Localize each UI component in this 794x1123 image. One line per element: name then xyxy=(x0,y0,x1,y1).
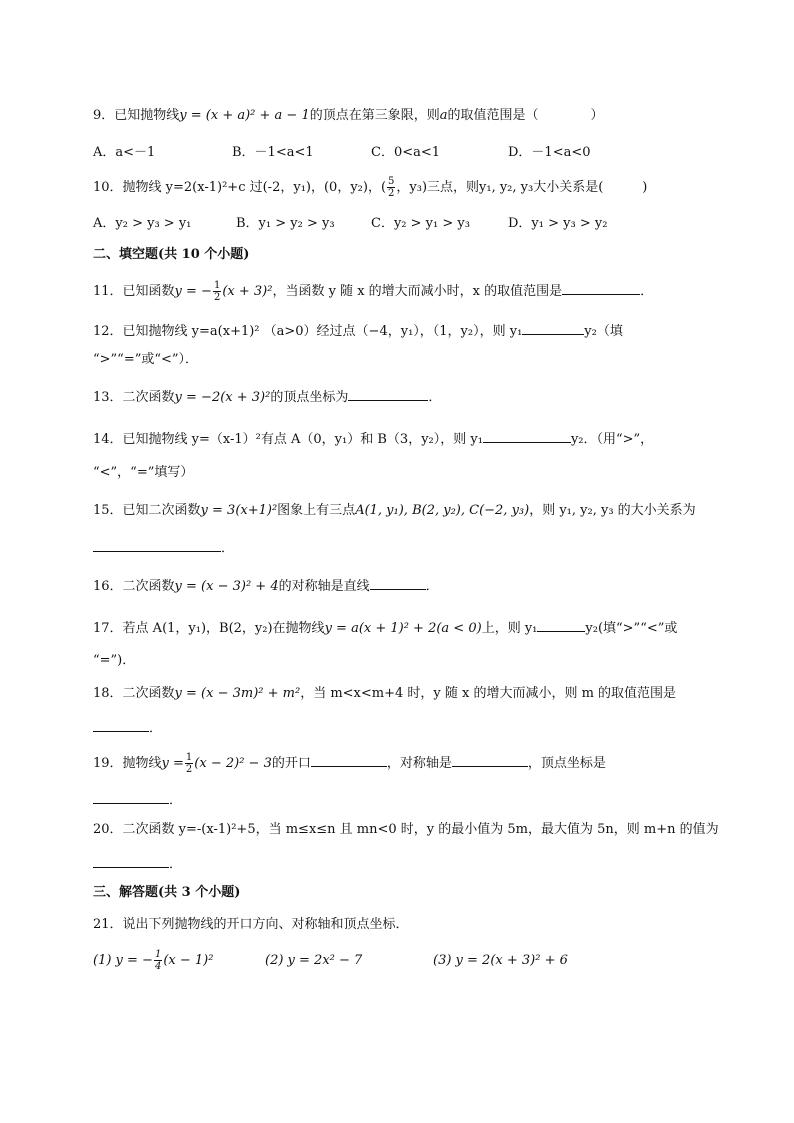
q9-var: a xyxy=(439,108,448,123)
q17-suffix: 上，则 y₁ xyxy=(481,621,538,636)
q11-end: ． xyxy=(640,284,654,299)
q13-end: ． xyxy=(428,390,442,405)
q14-line1: 14．已知抛物线 y=（x-1）²有点 A（0，y₁）和 B（3，y₂），则 y₁ xyxy=(93,432,483,447)
q17-prefix: 17．若点 A(1，y₁)，B(2，y₂)在抛物线 xyxy=(93,621,325,636)
q21-p1-fraction xyxy=(154,949,162,972)
question-10 xyxy=(93,176,647,199)
q10-suffix: ，y₃)三点，则y₁, y₂, y₃大小关系是( ) xyxy=(396,180,648,195)
question-15 xyxy=(93,501,696,521)
q10-prefix: 10．抛物线 y=2(x-1)²+c 过(-2，y₁)，(0，y₂)，( xyxy=(93,180,387,195)
q17-answer-blank[interactable] xyxy=(537,617,585,632)
question-19 xyxy=(93,752,606,775)
q11-suffix: ，当函数 y 随 x 的增大而减小时，x 的取值范围是 xyxy=(272,284,563,299)
question-17-line2: “=”)． xyxy=(93,653,136,668)
q19-formula-a: y = xyxy=(161,756,184,771)
q21-p1-b: (x − 1)² xyxy=(163,953,214,968)
q14-answer-blank[interactable] xyxy=(483,428,571,443)
q11-frac-den: 2 xyxy=(213,292,221,303)
q15-suffix: ，则 y₁, y₂, y₃ 的大小关系为 xyxy=(529,503,696,518)
q13-answer-blank[interactable] xyxy=(348,386,428,401)
question-12-line1 xyxy=(93,320,623,342)
q20-end: ． xyxy=(169,857,183,872)
q15-points: A(1, y₁), B(2, y₂), C(−2, y₃) xyxy=(355,503,530,518)
question-9 xyxy=(93,106,604,126)
q21-part-2: (2) y = 2x² − 7 xyxy=(265,953,363,968)
q15-end: ． xyxy=(221,541,235,556)
section-fill-in-heading: 二、填空题(共 10 个小题) xyxy=(93,247,250,262)
question-21: 21．说出下列抛物线的开口方向、对称轴和顶点坐标． xyxy=(93,917,409,932)
q10-option-d: D．y₁ > y₃ > y₂ xyxy=(508,216,608,231)
q9-option-a: A．a<－1 xyxy=(93,145,156,160)
q11-prefix: 11．已知函数 xyxy=(93,284,175,299)
q19-end: ． xyxy=(169,793,183,808)
q19-axis-blank[interactable] xyxy=(452,752,528,767)
question-14-line1 xyxy=(93,428,653,450)
q21-p1-num: 1 xyxy=(154,949,162,960)
q16-prefix: 16．二次函数 xyxy=(93,579,175,594)
q10-fraction xyxy=(387,176,395,199)
q9-prefix: 9．已知抛物线 xyxy=(93,108,180,123)
q11-formula-b: (x + 3)² xyxy=(222,284,273,299)
question-15-answer-line xyxy=(93,537,234,559)
q9-suffix2: 的取值范围是（ ） xyxy=(447,108,604,123)
q11-answer-blank[interactable] xyxy=(562,280,640,295)
q10-option-a: A．y₂ > y₃ > y₁ xyxy=(93,216,192,231)
q9-formula: y = (x + a)² + a − 1 xyxy=(179,108,310,123)
q10-frac-den: 2 xyxy=(388,188,395,199)
question-17-line1 xyxy=(93,617,677,639)
q17-formula: y = a(x + 1)² + 2(a < 0) xyxy=(324,621,482,636)
q10-option-b: B．y₁ > y₂ > y₃ xyxy=(236,216,335,231)
question-16 xyxy=(93,575,439,597)
question-14-line2: “<”，“=”填写） xyxy=(93,465,194,480)
q16-formula: y = (x − 3)² + 4 xyxy=(174,579,279,594)
section-solve-heading: 三、解答题(共 3 个小题) xyxy=(93,885,241,900)
q9-option-b: B．－1<a<1 xyxy=(232,145,314,160)
q11-formula-a: y = − xyxy=(174,284,212,299)
q18-formula: y = (x − 3m)² + m² xyxy=(174,686,301,701)
q11-frac-num: 1 xyxy=(213,280,221,291)
q16-answer-blank[interactable] xyxy=(370,575,426,590)
q13-prefix: 13．二次函数 xyxy=(93,390,175,405)
q21-part-1 xyxy=(93,949,213,972)
q14-line1-end: y₂．（用“>”， xyxy=(570,432,654,447)
q9-option-d: D．－1<a<0 xyxy=(508,145,591,160)
question-20: 20．二次函数 y=-(x-1)²+5，当 m≤x≤n 且 mn<0 时，y 的最小值为 5m，最大值为 5n，则 m+n 的值为 xyxy=(93,822,719,837)
q13-suffix: 的顶点坐标为 xyxy=(270,390,349,405)
question-11 xyxy=(93,280,653,303)
q21-p1-a: (1) y = − xyxy=(93,953,153,968)
question-12-line2: “>”“=”或“<”）． xyxy=(93,352,199,367)
q18-end: ． xyxy=(149,721,163,736)
q15-formula: y = 3(x+1)² xyxy=(200,503,278,518)
q12-line1: 12．已知抛物线 y=a(x+1)² （a>0）经过点（−4，y₁），（1，y₂），则 y₁ xyxy=(93,324,523,339)
q19-prefix: 19．抛物线 xyxy=(93,756,162,771)
q15-prefix: 15．已知二次函数 xyxy=(93,503,201,518)
question-13 xyxy=(93,386,441,408)
q15-answer-blank[interactable] xyxy=(93,537,221,552)
q11-fraction xyxy=(213,280,221,303)
q19-vertex-blank[interactable] xyxy=(93,789,169,804)
q10-option-c: C．y₂ > y₁ > y₃ xyxy=(371,216,470,231)
q9-option-c: C．0<a<1 xyxy=(371,145,441,160)
q16-suffix: 的对称轴是直线 xyxy=(278,579,370,594)
q19-fraction xyxy=(185,752,193,775)
question-20-answer-line xyxy=(93,853,182,875)
q12-line1-end: y₂（填 xyxy=(584,324,623,339)
q9-suffix: 的顶点在第三象限，则 xyxy=(309,108,440,123)
q18-suffix: ，当 m<x<m+4 时，y 随 x 的增大而减小，则 m 的取值范围是 xyxy=(300,686,677,701)
q17-suffix2: y₂(填“>”“<”或 xyxy=(585,621,678,636)
q19-suffix: 的开口 xyxy=(271,756,311,771)
q16-end: ． xyxy=(425,579,439,594)
q19-frac-den: 2 xyxy=(185,764,193,775)
q19-frac-num: 1 xyxy=(185,752,193,763)
question-18-answer-line xyxy=(93,717,162,739)
q21-p1-den: 4 xyxy=(154,961,162,972)
question-18 xyxy=(93,684,676,704)
q21-part-3: (3) y = 2(x + 3)² + 6 xyxy=(433,953,568,968)
q10-frac-num: 5 xyxy=(388,176,395,187)
q19-mid: ，对称轴是 xyxy=(386,756,452,771)
q20-answer-blank[interactable] xyxy=(93,853,169,868)
question-19-answer-line xyxy=(93,789,182,811)
q19-formula-b: (x − 2)² − 3 xyxy=(194,756,272,771)
q19-mid2: ，顶点坐标是 xyxy=(527,756,606,771)
q15-mid: 图象上有三点 xyxy=(277,503,356,518)
q19-opening-blank[interactable] xyxy=(311,752,387,767)
q18-answer-blank[interactable] xyxy=(93,717,149,732)
q13-formula: y = −2(x + 3)² xyxy=(174,390,271,405)
q18-prefix: 18．二次函数 xyxy=(93,686,175,701)
q12-answer-blank[interactable] xyxy=(522,320,584,335)
